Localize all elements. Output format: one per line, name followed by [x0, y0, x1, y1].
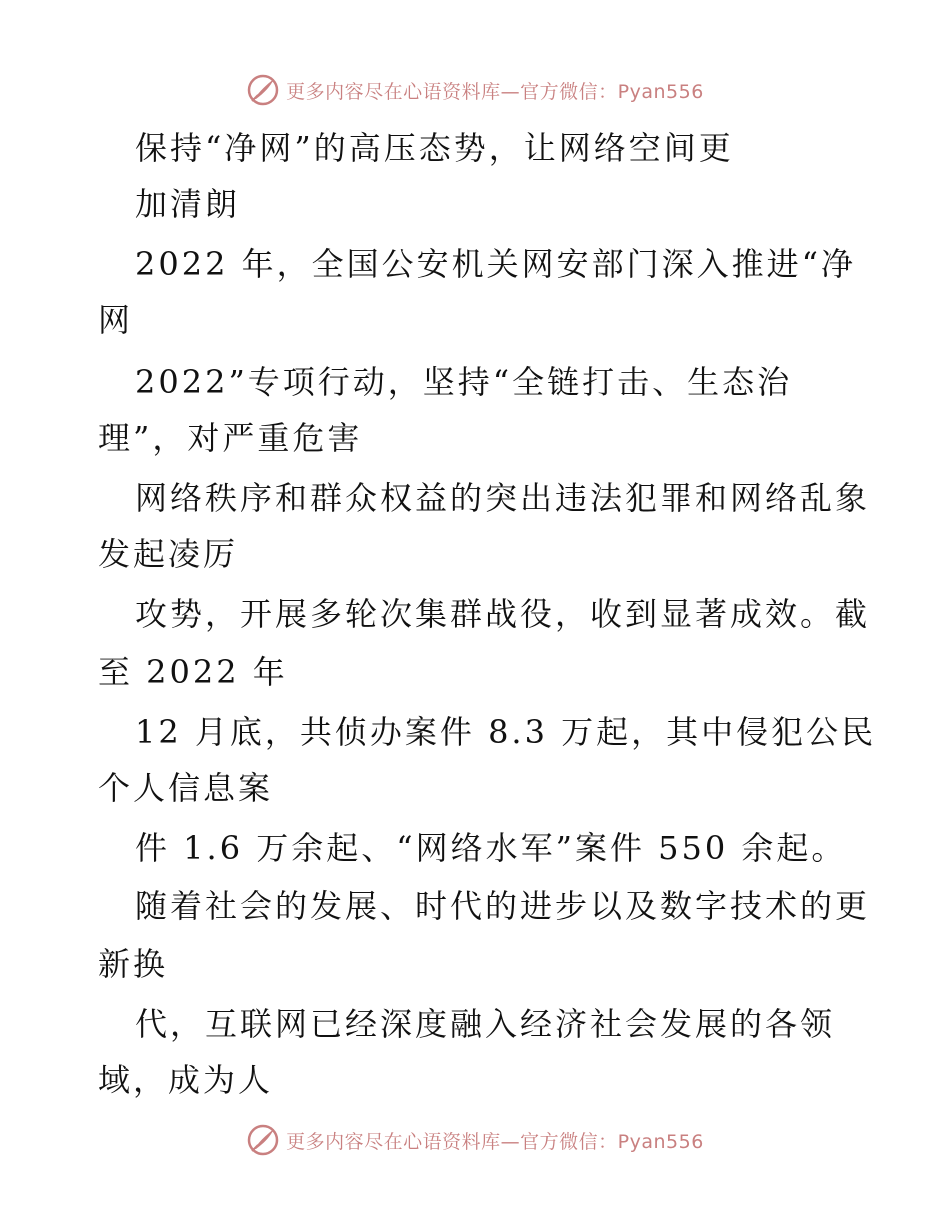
text-line: 12 月底，共侦办案件 8.3 万起，其中侵犯公民: [135, 713, 877, 751]
text-line: 加清朗: [135, 185, 241, 223]
text-line: 保持“净网”的高压态势，让网络空间更: [135, 129, 734, 167]
text-line: 件 1.6 万余起、“网络水军”案件 550 余起。: [135, 829, 847, 867]
text-line: 网: [98, 301, 134, 339]
text-line: 2022 年，全国公安机关网安部门深入推进“净: [135, 245, 856, 283]
feather-pen-logo-icon: [246, 1123, 280, 1157]
watermark-text: 更多内容尽在心语资料库—官方微信：Pyan556: [286, 1130, 704, 1153]
text-line: 个人信息案: [98, 769, 274, 807]
text-line: 2022”专项行动，坚持“全链打击、生态治: [135, 363, 793, 401]
text-line: 网络秩序和群众权益的突出违法犯罪和网络乱象: [135, 479, 871, 517]
text-line: 至 2022 年: [98, 653, 288, 691]
text-line: 攻势，开展多轮次集群战役，收到显著成效。截: [135, 595, 871, 633]
text-line: 发起凌厉: [98, 535, 239, 573]
footer-watermark: [0, 1120, 950, 1160]
text-line: 理”，对严重危害: [98, 419, 363, 457]
text-line: 代，互联网已经深度融入经济社会发展的各领: [135, 1005, 836, 1043]
text-line: 新换: [98, 945, 169, 983]
watermark-text: 更多内容尽在心语资料库—官方微信：Pyan556: [286, 80, 704, 103]
text-line: 随着社会的发展、时代的进步以及数字技术的更: [135, 887, 871, 925]
text-line: 域，成为人: [98, 1061, 274, 1099]
